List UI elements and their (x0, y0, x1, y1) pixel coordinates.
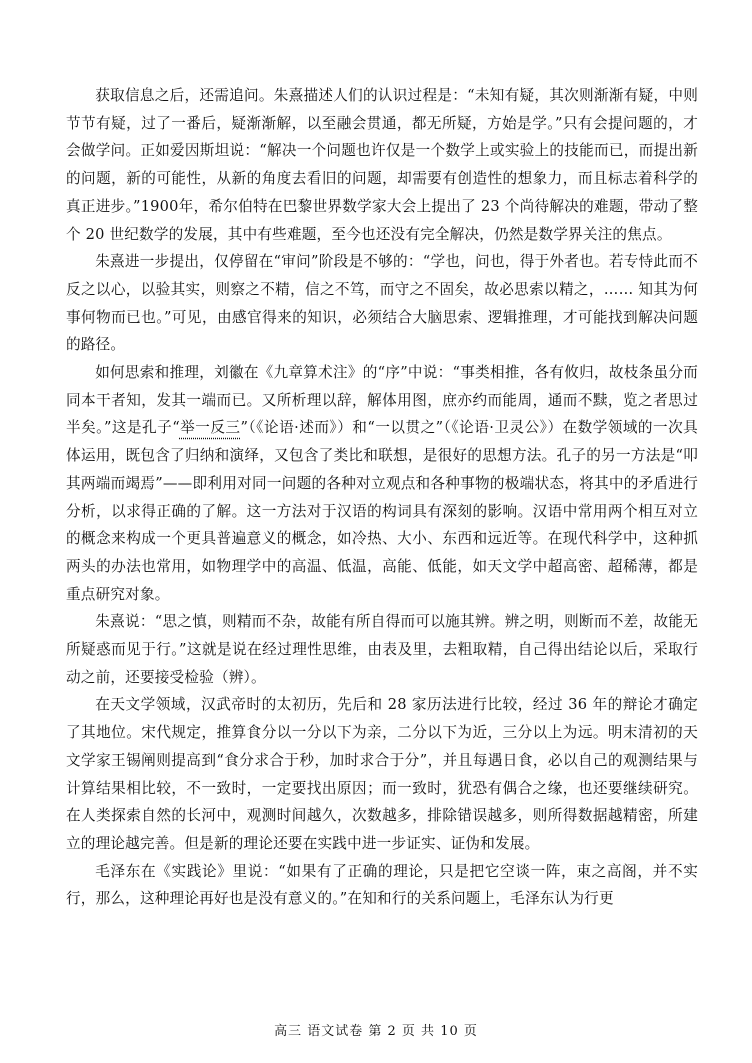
document-body (66, 82, 698, 913)
paragraph-5: 在天文学领域，汉武帝时的太初历，先后和 28 家历法进行比较，经过 36 年的辩论才确定了其地位。宋代规定，推算食分以一分以下为亲，二分以下为近，三分以上为远。明末清初的天文学家王锡阐则提高到“食分求合于秒，加时求合于分”，并且每遇日食，必以自己的观测结果与计算结果相比较，不一致时，一定要找出原因；而一致时，犹恐有偶合之缘，也还要继续研究。在人类探索自然的长河中，观测时间越久，次数越多，排除错误越多，则所得数据越精密，所建立的理论越完善。但是新的理论还要在实践中进一步证实、证伪和发展。 (66, 696, 698, 852)
paragraph-3-text-a: 如何思索和推理，刘徽在《九章算术注》的“序”中说：“事类相推，各有攸归，故枝条虽分而同本干者知，发其一端而已。又所析理以辞，解体用图，庶亦约而能周，通而不黩，览之者思过半矣。”这是孔子“ (66, 364, 698, 437)
paragraph-4: 朱熹说：“思之慎，则精而不杂，故能有所自得而可以施其辨。辨之明，则断而不差，故能无所疑惑而见于行。”这就是说在经过理性思维，由表及里，去粗取精，自己得出结论以后，采取行动之前，还要接受检验（辨）。 (66, 613, 698, 686)
paragraph-3-text-b: ”（《论语·述而》）和“一以贯之”（《论语·卫灵公》）在数学领域的一次具体运用，既包含了归纳和演绎，又包含了类比和联想，是很好的思想方法。孔子的另一方法是“叩其两端而竭焉”——即利用对同一问题的各种对立观点和各种事物的极端状态，将其中的矛盾进行分析，以求得正确的了解。这一方法对于汉语的构词具有深刻的影响。汉语中常用两个相互对立的概念来构成一个更具普遍意义的概念，如冷热、大小、东西和远近等。在现代科学中，这种抓两头的办法也常用，如物理学中的高温、低温，高能、低能，如天文学中超高密、超稀薄，都是重点研究对象。 (66, 419, 698, 603)
paragraph-1: 获取信息之后，还需追问。朱熹描述人们的认识过程是：“未知有疑，其次则渐渐有疑，中则节节有疑，过了一番后，疑渐渐解，以至融会贯通，都无所疑，方始是学。”只有会提问题的，才会做学问。正如爱因斯坦说：“解决一个问题也许仅是一个数学上或实验上的技能而已，而提出新的问题，新的可能性，从新的角度去看旧的问题，却需要有创造性的想象力，而且标志着科学的真正进步。”1900年，希尔伯特在巴黎世界数学家大会上提出了 23 个尚待解决的难题，带动了整个 20 世纪数学的发展，其中有些难题，至今也还没有完全解决，仍然是数学界关注的焦点。 (66, 87, 698, 243)
paragraph-6: 毛泽东在《实践论》里说：“如果有了正确的理论，只是把它空谈一阵，束之高阁，并不实行，那么，这种理论再好也是没有意义的。”在知和行的关系问题上，毛泽东认为行更 (66, 862, 698, 908)
paragraph-3 (66, 359, 698, 608)
emphasis-dotted-phrase: 举一反三 (179, 419, 241, 437)
paragraph-2: 朱熹进一步提出，仅停留在“审问”阶段是不够的：“学也，问也，得于外者也。若专恃此而不反之以心，以验其实，则察之不精，信之不笃，而守之不固矣，故必思索以精之，…… 知其为何事何物而已也。”可见，由感官得来的知识，必须结合大脑思索、逻辑推理，才可能找到解决问题的路径。 (66, 253, 698, 354)
page-footer: 高三 语文试卷 第 2 页 共 10 页 (274, 1024, 478, 1039)
